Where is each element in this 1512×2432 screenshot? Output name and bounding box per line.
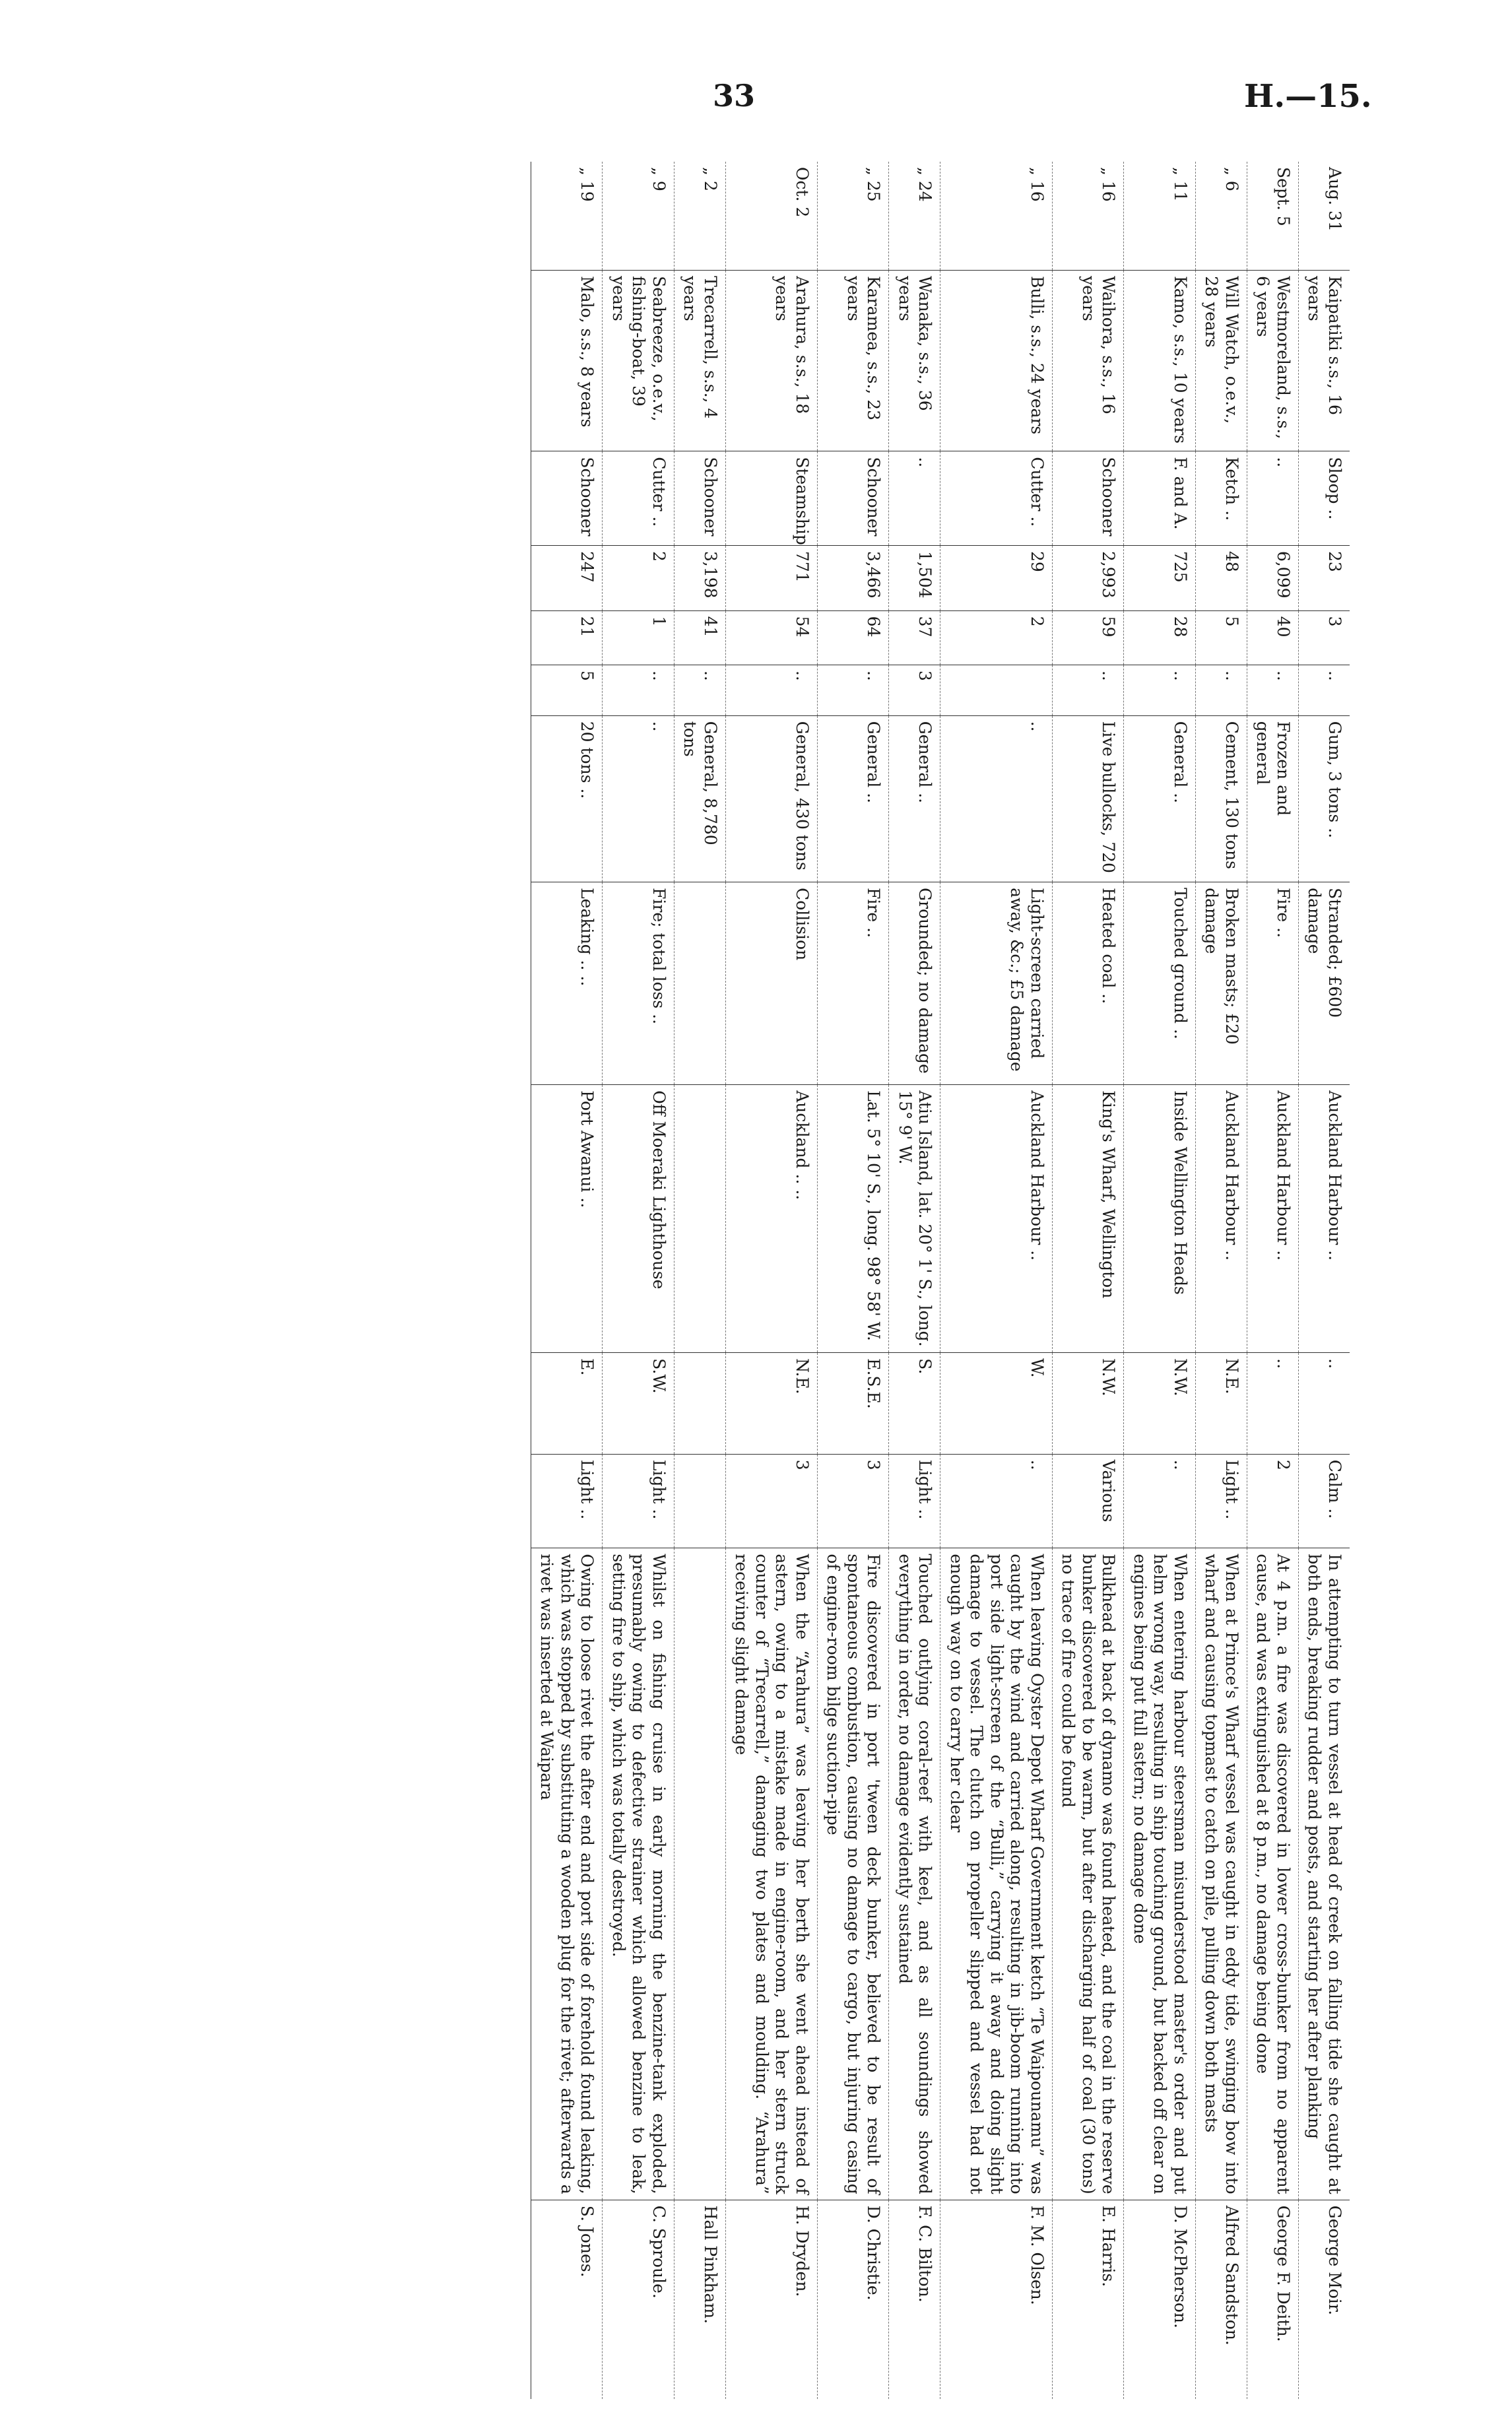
cell-vessel: Malo, s.s., 8 years bbox=[531, 271, 603, 451]
cell-vessel: Arahura, s.s., 18 years bbox=[726, 271, 818, 451]
cell-place: Inside Wellington Heads bbox=[1124, 1085, 1196, 1353]
cell-date: Sept. 5 bbox=[1274, 167, 1293, 226]
cell-place: Auckland Harbour .. bbox=[1247, 1085, 1299, 1353]
cell-officer: C. Sproule. bbox=[603, 2200, 674, 2399]
cell-vessel: Waihora, s.s., 16 years bbox=[1053, 271, 1125, 451]
cell-nature: Fire .. bbox=[1247, 882, 1299, 1085]
cell-wind-dir: .. bbox=[1247, 1353, 1299, 1455]
table-row bbox=[603, 162, 674, 2399]
cell-passengers: .. bbox=[726, 665, 818, 715]
cell-crew: 41 bbox=[674, 610, 726, 665]
cell-rig: Cutter .. bbox=[603, 451, 674, 546]
cell-vessel: Kaipatiki s.s., 16 years bbox=[1299, 271, 1350, 451]
cell-wind-force: 2 bbox=[1247, 1454, 1299, 1548]
cell-cargo: Gum, 3 tons .. bbox=[1299, 715, 1350, 882]
cell-wind-force: 3 bbox=[818, 1454, 890, 1548]
cell-officer: Hall Pinkham. bbox=[674, 2200, 726, 2399]
cell-description: Whilst on fishing cruise in early morning the benzine-tank exploded, presumably owing to defective strainer which allowed benzine to leak, setting fire to ship, which was totally destroyed. bbox=[603, 1548, 674, 2200]
cell-wind-force: Light .. bbox=[531, 1454, 603, 1548]
cell-description: When the “Arahura” was leaving her berth she went ahead instead of astern, owing to a mistake made in engine-room, and her stern struck counter of “Trecarrell,” damaging two plates and moulding. “Arahura” receiving slight damage bbox=[726, 1548, 818, 2200]
cell-place: Lat. 5° 10' S., long. 98° 58' W. bbox=[818, 1085, 890, 1353]
cell-crew: 59 bbox=[1053, 610, 1125, 665]
cell-rig: .. bbox=[889, 451, 940, 546]
page-number: 33 bbox=[713, 78, 756, 114]
cell-wind-dir: E.S.E. bbox=[818, 1353, 890, 1455]
cell-wind-dir: S.W. bbox=[603, 1353, 674, 1455]
table-row bbox=[1053, 162, 1125, 2399]
cell-crew: 3 bbox=[1299, 610, 1350, 665]
cell-officer: F. M. Olsen. bbox=[940, 2200, 1053, 2399]
cell-officer: S. Jones. bbox=[531, 2200, 603, 2399]
cell-description: At 4 p.m. a fire was discovered in lower cross-bunker from no apparent cause, and was extinguished at 8 p.m., no damage being done bbox=[1247, 1548, 1299, 2200]
cell-description: When at Prince's Wharf vessel was caught in eddy tide, swinging bow into wharf and causing topmast to catch on pile, pulling down both masts bbox=[1196, 1548, 1247, 2200]
cell-cargo: General .. bbox=[818, 715, 890, 882]
cell-wind-force: .. bbox=[940, 1454, 1053, 1548]
cell-passengers: .. bbox=[1124, 665, 1196, 715]
cell-nature: Heated coal .. bbox=[1053, 882, 1125, 1085]
cell-vessel: Wanaka, s.s., 36 years bbox=[889, 271, 940, 451]
cell-tonnage: 247 bbox=[531, 545, 603, 610]
cell-description: In attempting to turn vessel at head of creek on falling tide she caught at both ends, breaking rudder and posts, and starting her after planking bbox=[1299, 1548, 1350, 2200]
cell-cargo: Cement, 130 tons bbox=[1196, 715, 1247, 882]
cell-cargo: Frozen and general bbox=[1247, 715, 1299, 882]
cell-officer: D. Christie. bbox=[818, 2200, 890, 2399]
cell-passengers: .. bbox=[1196, 665, 1247, 715]
cell-wind-force: Light .. bbox=[603, 1454, 674, 1548]
cell-cargo: General, 8,780 tons bbox=[674, 715, 726, 882]
cell-officer: Alfred Sandston. bbox=[1196, 2200, 1247, 2399]
table-row bbox=[1299, 162, 1350, 2399]
cell-wind-dir: S. bbox=[889, 1353, 940, 1455]
cell-vessel: Will Watch, o.e.v., 28 years bbox=[1196, 271, 1247, 451]
cell-nature: Light-screen carried away, &c.; £5 damage bbox=[940, 882, 1053, 1085]
cell-wind-force bbox=[674, 1454, 726, 1548]
cell-cargo: .. bbox=[603, 715, 674, 882]
cell-rig: Schooner bbox=[674, 451, 726, 546]
cell-vessel: Trecarrell, s.s., 4 years bbox=[674, 271, 726, 451]
table-row bbox=[889, 162, 940, 2399]
cell-place: Auckland Harbour .. bbox=[940, 1085, 1053, 1353]
cell-crew: 2 bbox=[940, 610, 1053, 665]
cell-place: Atiu Island, lat. 20° 1' S., long. 15° 9' W. bbox=[889, 1085, 940, 1353]
table-row bbox=[674, 162, 726, 2399]
cell-officer: George F. Deith. bbox=[1247, 2200, 1299, 2399]
cell-place: Auckland Harbour .. bbox=[1196, 1085, 1247, 1353]
cell-description: Fire discovered in port 'tween deck bunker, believed to be result of spontaneous combustion, causing no damage to cargo, but injuring casing of engine-room bilge suction-pipe bbox=[818, 1548, 890, 2200]
cell-cargo: General .. bbox=[1124, 715, 1196, 882]
cell-wind-dir: N.E. bbox=[726, 1353, 818, 1455]
cell-rig: Schooner bbox=[818, 451, 890, 546]
cell-date: „ 25 bbox=[864, 167, 884, 202]
cell-nature: Grounded; no damage bbox=[889, 882, 940, 1085]
cell-rig: Cutter .. bbox=[940, 451, 1053, 546]
table-body bbox=[531, 162, 1350, 2399]
cell-vessel: Karamea, s.s., 23 years bbox=[818, 271, 890, 451]
table-row bbox=[818, 162, 890, 2399]
cell-crew: 64 bbox=[818, 610, 890, 665]
cell-description bbox=[674, 1548, 726, 2200]
cell-date: „ 11 bbox=[1171, 167, 1190, 202]
cell-rig: Ketch .. bbox=[1196, 451, 1247, 546]
cell-passengers: .. bbox=[1053, 665, 1125, 715]
cell-nature: Stranded; £600 damage bbox=[1299, 882, 1350, 1085]
cell-wind-force: .. bbox=[1124, 1454, 1196, 1548]
cell-vessel: Bulli, s.s., 24 years bbox=[940, 271, 1053, 451]
cell-description: When entering harbour steersman misunderstood master's order and put helm wrong way, resulting in ship touching ground, but backed off clear on engines being put full astern; no damage done bbox=[1124, 1548, 1196, 2200]
cell-rig: Schooner bbox=[531, 451, 603, 546]
cell-description: When leaving Oyster Depot Wharf Government ketch “Te Waipounamu” was caught by the wind and carried along, resulting in jib-boom running into port side light-screen of the “Bulli,” carrying it away and doing slight damage to vessel. The clutch on propeller slipped and vessel had not enough way on to carry her clear bbox=[940, 1548, 1053, 2200]
cell-date: Aug. 31 bbox=[1325, 167, 1344, 232]
cell-date: „ 24 bbox=[915, 167, 935, 202]
cell-description: Owing to loose rivet the after end and port side of forehold found leaking, which was stopped by substituting a wooden plug for the rivet; afterwards a rivet was inserted at Waipara bbox=[531, 1548, 603, 2200]
cell-tonnage: 3,198 bbox=[674, 545, 726, 610]
cell-date: „ 6 bbox=[1222, 167, 1241, 191]
cell-place: King's Wharf, Wellington bbox=[1053, 1085, 1125, 1353]
cell-date: „ 16 bbox=[1028, 167, 1047, 202]
cell-cargo: .. bbox=[940, 715, 1053, 882]
cell-date: „ 2 bbox=[701, 167, 720, 191]
cell-wind-dir bbox=[674, 1353, 726, 1455]
cell-rig: F. and A. bbox=[1124, 451, 1196, 546]
cell-rig: Sloop .. bbox=[1299, 451, 1350, 546]
cell-wind-force: Light .. bbox=[1196, 1454, 1247, 1548]
cell-wind-dir: E. bbox=[531, 1353, 603, 1455]
cell-date: Oct. 2 bbox=[793, 167, 812, 218]
cell-passengers: 3 bbox=[889, 665, 940, 715]
cell-nature: Leaking .. .. bbox=[531, 882, 603, 1085]
cell-passengers: .. bbox=[1247, 665, 1299, 715]
casualty-table bbox=[531, 162, 1350, 2399]
cell-wind-dir: N.W. bbox=[1053, 1353, 1125, 1455]
cell-passengers: .. bbox=[818, 665, 890, 715]
cell-officer: George Moir. bbox=[1299, 2200, 1350, 2399]
cell-crew: 5 bbox=[1196, 610, 1247, 665]
cell-nature: Broken masts; £20 damage bbox=[1196, 882, 1247, 1085]
cell-wind-dir: .. bbox=[1299, 1353, 1350, 1455]
cell-wind-force: 3 bbox=[726, 1454, 818, 1548]
cell-cargo: General .. bbox=[889, 715, 940, 882]
cell-wind-force: Light .. bbox=[889, 1454, 940, 1548]
cell-wind-dir: N.E. bbox=[1196, 1353, 1247, 1455]
cell-officer: F. C. Bilton. bbox=[889, 2200, 940, 2399]
cell-nature bbox=[674, 882, 726, 1085]
cell-date: „ 9 bbox=[649, 167, 669, 191]
cell-crew: 40 bbox=[1247, 610, 1299, 665]
cell-passengers bbox=[940, 665, 1053, 715]
cell-place: Off Moeraki Lighthouse bbox=[603, 1085, 674, 1353]
cell-place: Auckland Harbour .. bbox=[1299, 1085, 1350, 1353]
cell-rig: .. bbox=[1247, 451, 1299, 546]
cell-passengers: 5 bbox=[531, 665, 603, 715]
casualty-table-rotated bbox=[135, 162, 1350, 2399]
cell-nature: Fire .. bbox=[818, 882, 890, 1085]
table-row bbox=[940, 162, 1053, 2399]
cell-tonnage: 29 bbox=[940, 545, 1053, 610]
cell-passengers: .. bbox=[674, 665, 726, 715]
cell-tonnage: 1,504 bbox=[889, 545, 940, 610]
cell-tonnage: 2 bbox=[603, 545, 674, 610]
cell-vessel: Westmoreland, s.s., 6 years bbox=[1247, 271, 1299, 451]
cell-rig: Steamship bbox=[726, 451, 818, 546]
cell-crew: 37 bbox=[889, 610, 940, 665]
cell-passengers: .. bbox=[1299, 665, 1350, 715]
cell-description: Bulkhead at back of dynamo was found heated, and the coal in the reserve bunker discovered to be warm, but after discharging half of coal (30 tons) no trace of fire could be found bbox=[1053, 1548, 1125, 2200]
table-row bbox=[1124, 162, 1196, 2399]
cell-wind-force: Calm .. bbox=[1299, 1454, 1350, 1548]
cell-wind-force: Various bbox=[1053, 1454, 1125, 1548]
cell-officer: E. Harris. bbox=[1053, 2200, 1125, 2399]
cell-crew: 54 bbox=[726, 610, 818, 665]
cell-passengers: .. bbox=[603, 665, 674, 715]
table-row bbox=[1247, 162, 1299, 2399]
cell-cargo: Live bullocks, 720 bbox=[1053, 715, 1125, 882]
cell-rig: Schooner bbox=[1053, 451, 1125, 546]
table-row bbox=[531, 162, 603, 2399]
cell-tonnage: 2,993 bbox=[1053, 545, 1125, 610]
cell-officer: H. Dryden. bbox=[726, 2200, 818, 2399]
cell-wind-dir: W. bbox=[940, 1353, 1053, 1455]
cell-crew: 1 bbox=[603, 610, 674, 665]
cell-nature: Touched ground .. bbox=[1124, 882, 1196, 1085]
cell-crew: 28 bbox=[1124, 610, 1196, 665]
cell-crew: 21 bbox=[531, 610, 603, 665]
cell-officer: D. McPherson. bbox=[1124, 2200, 1196, 2399]
cell-vessel: Seabreeze, o.e.v., fishing-boat, 39 years bbox=[603, 271, 674, 451]
cell-date: „ 16 bbox=[1099, 167, 1119, 202]
cell-cargo: General, 430 tons bbox=[726, 715, 818, 882]
cell-cargo: 20 tons .. bbox=[531, 715, 603, 882]
cell-nature: Collision bbox=[726, 882, 818, 1085]
table-row bbox=[1196, 162, 1247, 2399]
cell-nature: Fire; total loss .. bbox=[603, 882, 674, 1085]
cell-description: Touched outlying coral-reef with keel, and as all soundings showed everything in order, no damage evidently sustained bbox=[889, 1548, 940, 2200]
cell-date: „ 19 bbox=[577, 167, 597, 202]
table-row bbox=[726, 162, 818, 2399]
cell-tonnage: 771 bbox=[726, 545, 818, 610]
cell-place: Auckland .. .. bbox=[726, 1085, 818, 1353]
cell-place bbox=[674, 1085, 726, 1353]
cell-tonnage: 3,466 bbox=[818, 545, 890, 610]
cell-vessel: Kamo, s.s., 10 years bbox=[1124, 271, 1196, 451]
cell-tonnage: 6,099 bbox=[1247, 545, 1299, 610]
document-code: H.—15. bbox=[1244, 78, 1372, 115]
cell-place: Port Awanui .. bbox=[531, 1085, 603, 1353]
cell-wind-dir: N.W. bbox=[1124, 1353, 1196, 1455]
cell-tonnage: 48 bbox=[1196, 545, 1247, 610]
cell-tonnage: 725 bbox=[1124, 545, 1196, 610]
cell-tonnage: 23 bbox=[1299, 545, 1350, 610]
